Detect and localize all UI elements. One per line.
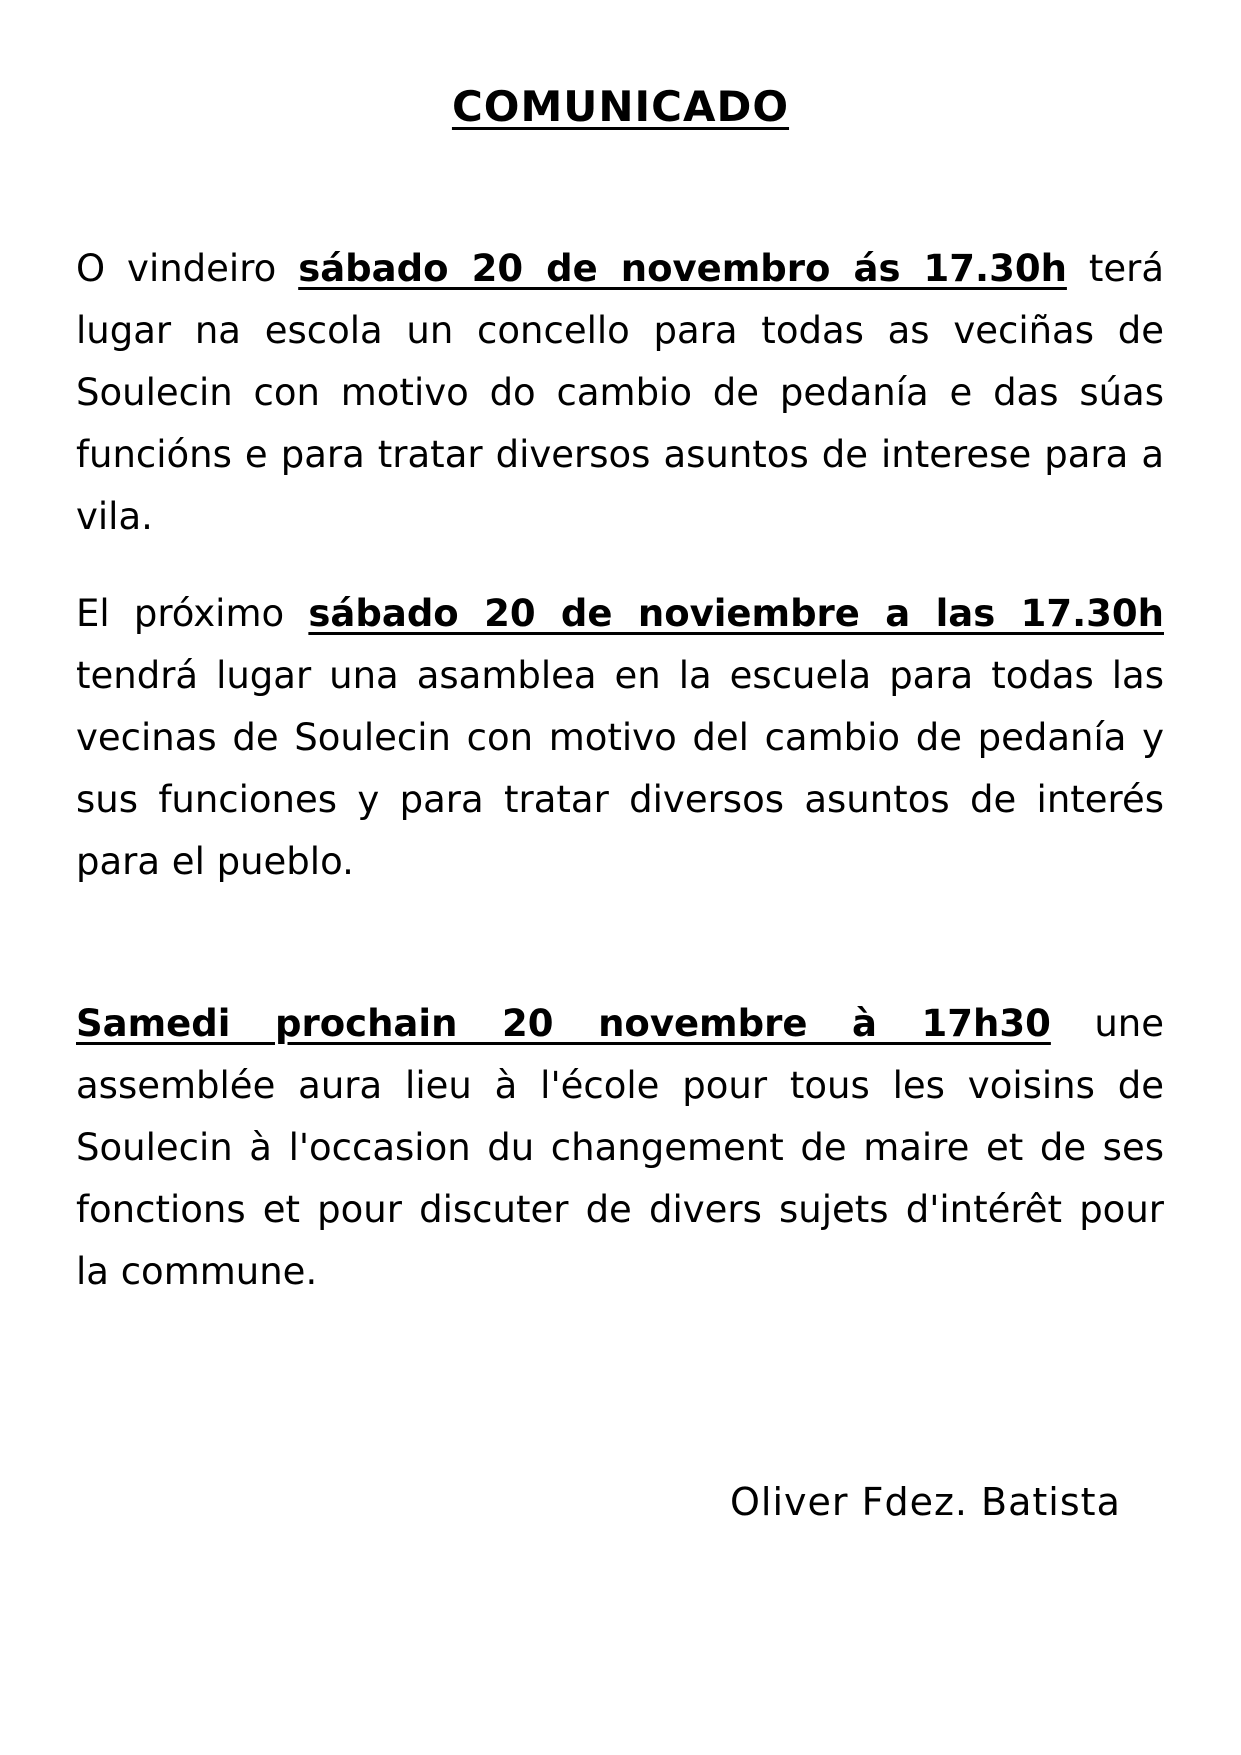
paragraph-galician-date: sábado 20 de novembro ás 17.30h (298, 247, 1067, 290)
paragraph-french-date: Samedi prochain 20 novembre à 17h30 (76, 1002, 1051, 1045)
paragraph-galician (76, 238, 1164, 548)
paragraph-galician-body: terá lugar na escola un concello para todas as veciñas de Soulecin con motivo do cambio de pedanía e das súas funcións e para tratar diversos asuntos de interese para a vila. (76, 247, 1164, 538)
paragraph-spanish (76, 583, 1164, 893)
paragraph-spanish-date: sábado 20 de noviembre a las 17.30h (308, 592, 1164, 635)
paragraph-french (76, 993, 1164, 1303)
paragraph-spanish-body: tendrá lugar una asamblea en la escuela para todas las vecinas de Soulecin con motivo del cambio de pedanía y sus funciones y para tratar diversos asuntos de interés para el pueblo. (76, 654, 1164, 883)
paragraph-spanish-intro: El próximo (76, 592, 309, 635)
paragraph-french-body: une assemblée aura lieu à l'école pour tous les voisins de Soulecin à l'occasion du changement de maire et de ses fonctions et pour discuter de divers sujets d'intérêt pour la commune. (76, 1002, 1164, 1293)
document-title: COMUNICADO (451, 82, 790, 131)
paragraph-galician-intro: O vindeiro (76, 247, 299, 290)
signature: Oliver Fdez. Batista (730, 1480, 1121, 1524)
